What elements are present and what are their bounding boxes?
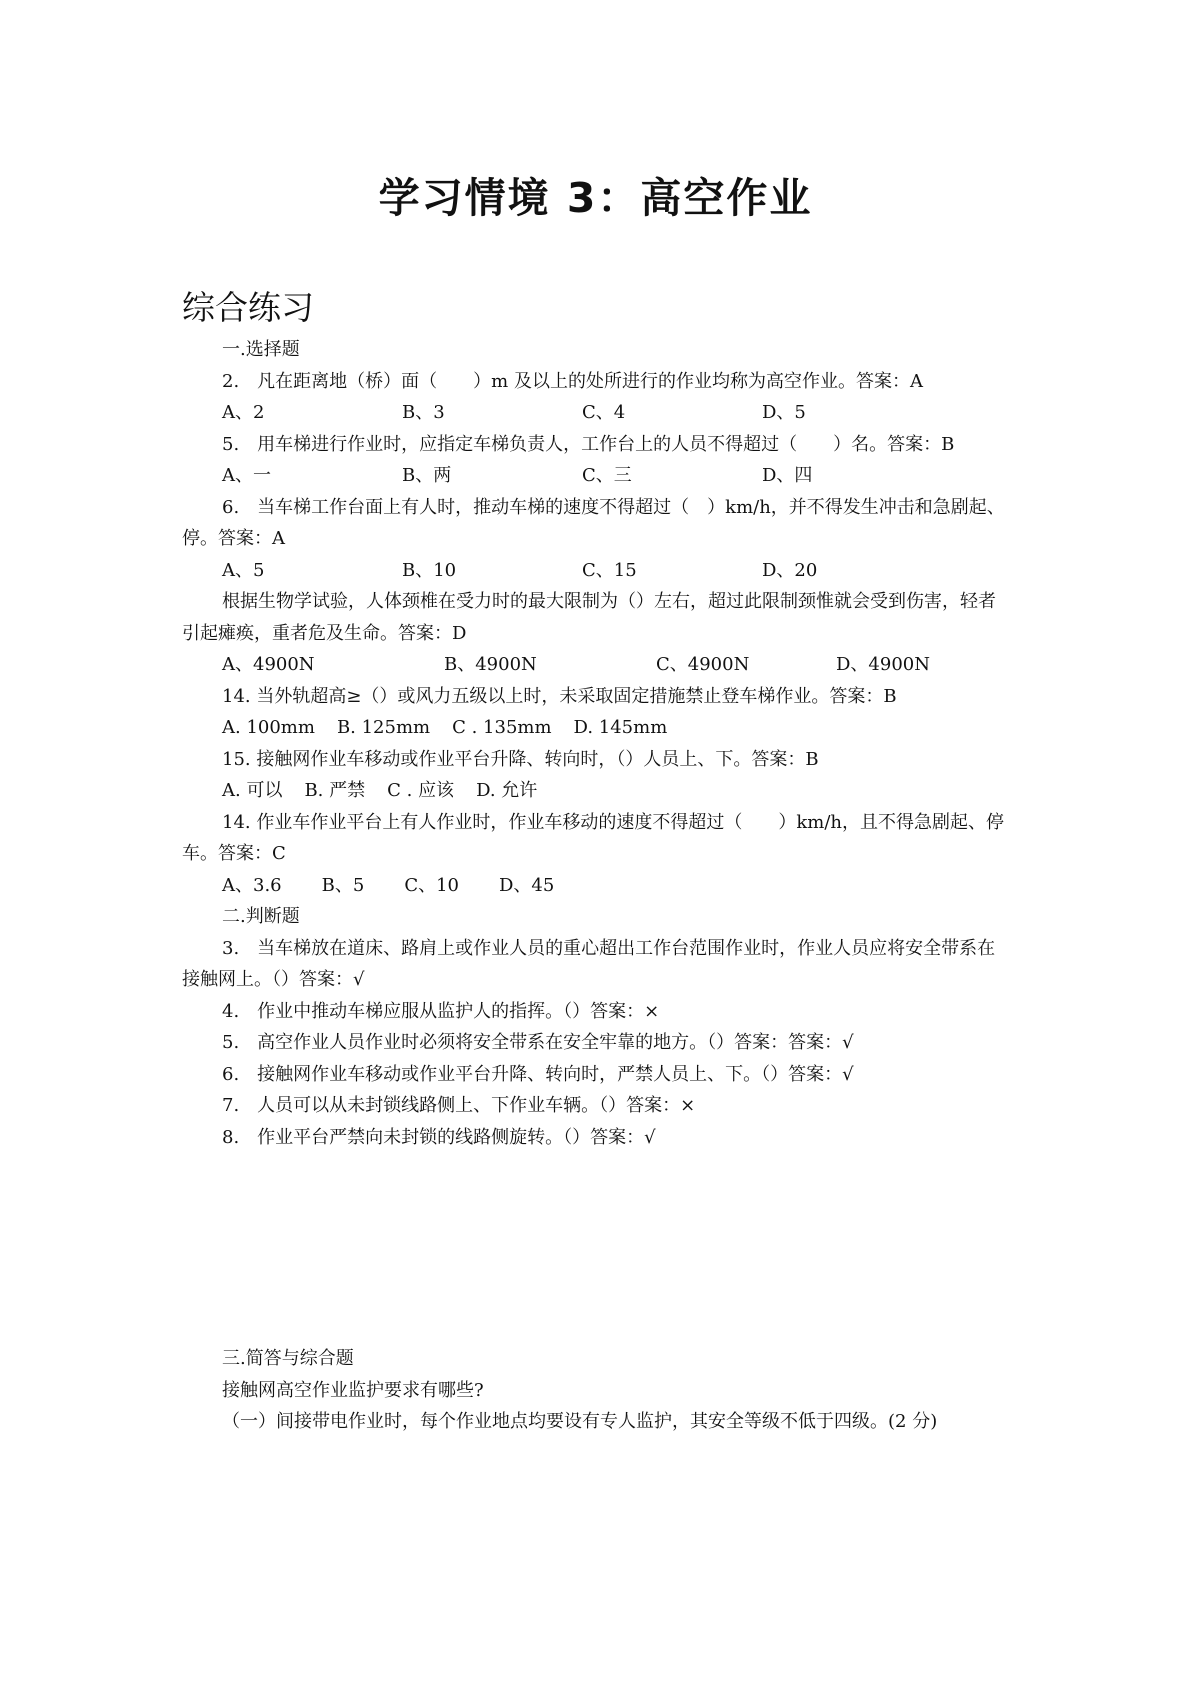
question-text: 15. 接触网作业车移动或作业平台升降、转向时，（）人员上、下。答案：B xyxy=(222,748,819,770)
option-row xyxy=(182,712,1012,744)
option: A、一 xyxy=(222,465,271,486)
option: A. 100mm xyxy=(222,717,315,738)
option-row xyxy=(182,555,1012,587)
option: A. 可以 xyxy=(222,780,283,801)
option: D、5 xyxy=(762,402,806,423)
option: A、4900N xyxy=(222,654,315,675)
option: B. 严禁 xyxy=(304,780,366,801)
option: B、5 xyxy=(321,874,365,896)
option: B、3 xyxy=(402,402,445,423)
option: A、5 xyxy=(222,559,265,581)
tf-item: 3. 当车梯放在道床、路肩上或作业人员的重心超出工作台范围作业时，作业人员应将安全带系在接触网上。（）答案：√ xyxy=(182,937,996,990)
sa-question: 接触网高空作业监护要求有哪些? xyxy=(222,1379,484,1401)
question-text: 根据生物学试验，人体颈椎在受力时的最大限制为（）左右，超过此限制颈惟就会受到伤害，轻者引起瘫痪，重者危及生命。答案：D xyxy=(182,591,996,644)
option: A、3.6 xyxy=(222,874,282,896)
option-row xyxy=(182,775,1012,807)
option-row xyxy=(182,460,1012,492)
sa-heading: 三.简答与综合题 xyxy=(222,1348,354,1369)
document-title: 学习情境 3：高空作业 xyxy=(378,174,813,222)
question-text: 14. 当外轨超高≥（）或风力五级以上时，未采取固定措施禁止登车梯作业。答案：B xyxy=(222,685,897,707)
option: A、2 xyxy=(222,402,265,423)
option: B. 125mm xyxy=(336,717,431,738)
option: D. 允许 xyxy=(476,780,538,801)
option: B、两 xyxy=(402,465,452,486)
tf-item: 7. 人员可以从未封锁线路侧上、下作业车辆。（）答案：× xyxy=(222,1095,696,1116)
option: C、15 xyxy=(582,559,637,581)
question-text: 2. 凡在距离地（桥）面（ ）m 及以上的处所进行的作业均称为高空作业。答案：A xyxy=(222,370,923,392)
option: B、4900N xyxy=(444,654,537,675)
option: C、4 xyxy=(582,402,626,423)
tf-item: 6. 接触网作业车移动或作业平台升降、转向时，严禁人员上、下。（）答案：√ xyxy=(222,1063,854,1085)
document-body xyxy=(182,334,1012,1438)
option: C . 应该 xyxy=(387,780,455,801)
tf-item: 5. 高空作业人员作业时必须将安全带系在安全牢靠的地方。（）答案：答案：√ xyxy=(222,1032,854,1053)
option-row xyxy=(182,870,1012,902)
option: C . 135mm xyxy=(452,717,552,738)
blank-space xyxy=(182,1153,1012,1343)
option-row xyxy=(182,397,1012,429)
sa-answer: （一）间接带电作业时，每个作业地点均要设有专人监护，其安全等级不低于四级。(2 分) xyxy=(222,1411,938,1432)
option: D、45 xyxy=(499,874,555,896)
option: D、20 xyxy=(762,559,818,581)
option: B、10 xyxy=(402,559,457,581)
option: D. 145mm xyxy=(573,717,668,738)
tf-heading: 二.判断题 xyxy=(222,906,300,927)
option: C、10 xyxy=(404,874,459,896)
tf-item: 4. 作业中推动车梯应服从监护人的指挥。（）答案：× xyxy=(222,1000,660,1022)
question-text: 6. 当车梯工作台面上有人时，推动车梯的速度不得超过（ ）km/h，并不得发生冲击和急剧起、停。答案：A xyxy=(182,496,1005,549)
question-text: 14. 作业车作业平台上有人作业时，作业车移动的速度不得超过（ ）km/h，且不得急剧起、停车。答案：C xyxy=(182,811,1004,864)
option: D、四 xyxy=(762,465,813,486)
tf-item: 8. 作业平台严禁向未封锁的线路侧旋转。（）答案：√ xyxy=(222,1126,656,1148)
question-text: 5. 用车梯进行作业时，应指定车梯负责人，工作台上的人员不得超过（ ）名。答案：B xyxy=(222,433,955,455)
option: C、三 xyxy=(582,465,632,486)
option: C、4900N xyxy=(656,654,750,675)
option: D、4900N xyxy=(836,654,930,675)
section-title: 综合练习 xyxy=(182,288,314,327)
mc-heading: 一.选择题 xyxy=(222,339,300,360)
option-row xyxy=(182,649,1012,681)
